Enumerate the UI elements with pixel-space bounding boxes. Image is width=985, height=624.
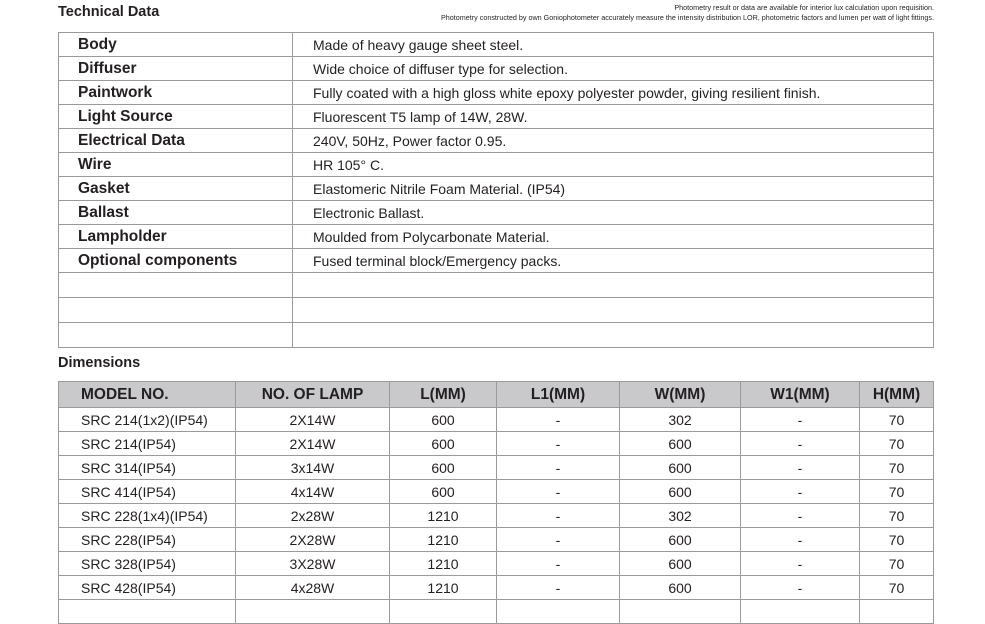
empty-cell xyxy=(293,323,934,348)
l1-cell: - xyxy=(497,480,620,504)
l1-cell: - xyxy=(497,408,620,432)
spec-value: Wide choice of diffuser type for selection. xyxy=(293,57,934,81)
table-header-row xyxy=(59,382,934,408)
w1-cell: - xyxy=(741,504,860,528)
empty-cell xyxy=(59,323,293,348)
column-header: H(MM) xyxy=(860,382,934,408)
h-cell: 70 xyxy=(860,528,934,552)
column-header: MODEL NO. xyxy=(59,382,236,408)
empty-cell xyxy=(59,600,236,624)
dimensions-title: Dimensions xyxy=(58,355,141,371)
w-cell: 302 xyxy=(620,408,741,432)
w1-cell: - xyxy=(741,432,860,456)
w-cell: 600 xyxy=(620,576,741,600)
table-row xyxy=(59,576,934,600)
spec-label: Light Source xyxy=(59,105,293,129)
lamp-cell: 4x14W xyxy=(236,480,390,504)
empty-row xyxy=(59,273,934,298)
empty-cell xyxy=(293,273,934,298)
model-cell: SRC 428(IP54) xyxy=(59,576,236,600)
column-header: L1(MM) xyxy=(497,382,620,408)
spec-label: Ballast xyxy=(59,201,293,225)
empty-cell xyxy=(741,600,860,624)
spec-label: Wire xyxy=(59,153,293,177)
l-cell: 600 xyxy=(390,456,497,480)
table-row xyxy=(59,528,934,552)
w-cell: 600 xyxy=(620,552,741,576)
spec-value: HR 105° C. xyxy=(293,153,934,177)
spec-label: Electrical Data xyxy=(59,129,293,153)
model-cell: SRC 228(1x4)(IP54) xyxy=(59,504,236,528)
h-cell: 70 xyxy=(860,576,934,600)
model-cell: SRC 214(IP54) xyxy=(59,432,236,456)
table-row xyxy=(59,432,934,456)
spec-value: Moulded from Polycarbonate Material. xyxy=(293,225,934,249)
spec-value: Made of heavy gauge sheet steel. xyxy=(293,33,934,57)
empty-cell xyxy=(59,273,293,298)
table-row xyxy=(59,153,934,177)
table-row xyxy=(59,480,934,504)
lamp-cell: 2X14W xyxy=(236,432,390,456)
l1-cell: - xyxy=(497,504,620,528)
l-cell: 1210 xyxy=(390,552,497,576)
table-row xyxy=(59,105,934,129)
table-row xyxy=(59,201,934,225)
empty-row xyxy=(59,298,934,323)
l1-cell: - xyxy=(497,576,620,600)
column-header: NO. OF LAMP xyxy=(236,382,390,408)
empty-cell xyxy=(293,298,934,323)
l-cell: 600 xyxy=(390,408,497,432)
spec-value: Electronic Ballast. xyxy=(293,201,934,225)
dimensions-table xyxy=(58,381,934,624)
empty-cell xyxy=(860,600,934,624)
table-row xyxy=(59,504,934,528)
w-cell: 600 xyxy=(620,480,741,504)
technical-data-title: Technical Data xyxy=(58,4,160,20)
spec-value: Elastomeric Nitrile Foam Material. (IP54) xyxy=(293,177,934,201)
w1-cell: - xyxy=(741,552,860,576)
photometry-notes xyxy=(441,3,934,22)
table-row xyxy=(59,552,934,576)
empty-row xyxy=(59,600,934,624)
w1-cell: - xyxy=(741,408,860,432)
model-cell: SRC 314(IP54) xyxy=(59,456,236,480)
l1-cell: - xyxy=(497,432,620,456)
spec-label: Lampholder xyxy=(59,225,293,249)
w1-cell: - xyxy=(741,528,860,552)
lamp-cell: 4x28W xyxy=(236,576,390,600)
l1-cell: - xyxy=(497,456,620,480)
w-cell: 600 xyxy=(620,528,741,552)
lamp-cell: 2X28W xyxy=(236,528,390,552)
h-cell: 70 xyxy=(860,504,934,528)
model-cell: SRC 328(IP54) xyxy=(59,552,236,576)
spec-value: Fused terminal block/Emergency packs. xyxy=(293,249,934,273)
column-header: L(MM) xyxy=(390,382,497,408)
model-cell: SRC 228(IP54) xyxy=(59,528,236,552)
column-header: W1(MM) xyxy=(741,382,860,408)
photometry-note: Photometry constructed by own Goniophotometer accurately measure the intensity distribution LOR, photometric factors and lumen per watt of light fittings. xyxy=(441,12,934,22)
w1-cell: - xyxy=(741,456,860,480)
photometry-note: Photometry result or data are available for interior lux calculation upon requisition. xyxy=(674,3,934,12)
l-cell: 600 xyxy=(390,480,497,504)
table-row xyxy=(59,456,934,480)
h-cell: 70 xyxy=(860,480,934,504)
technical-data-table xyxy=(58,32,934,348)
spec-label: Optional components xyxy=(59,249,293,273)
l1-cell: - xyxy=(497,528,620,552)
w-cell: 600 xyxy=(620,432,741,456)
lamp-cell: 3x14W xyxy=(236,456,390,480)
lamp-cell: 2x28W xyxy=(236,504,390,528)
spec-label: Gasket xyxy=(59,177,293,201)
empty-row xyxy=(59,323,934,348)
empty-cell xyxy=(620,600,741,624)
model-cell: SRC 414(IP54) xyxy=(59,480,236,504)
spec-value: Fully coated with a high gloss white epoxy polyester powder, giving resilient finish. xyxy=(293,81,934,105)
table-row xyxy=(59,177,934,201)
w1-cell: - xyxy=(741,480,860,504)
l-cell: 1210 xyxy=(390,528,497,552)
lamp-cell: 3X28W xyxy=(236,552,390,576)
table-row xyxy=(59,33,934,57)
h-cell: 70 xyxy=(860,456,934,480)
h-cell: 70 xyxy=(860,432,934,456)
spec-label: Diffuser xyxy=(59,57,293,81)
spec-value: Fluorescent T5 lamp of 14W, 28W. xyxy=(293,105,934,129)
table-row xyxy=(59,408,934,432)
table-row xyxy=(59,81,934,105)
empty-cell xyxy=(236,600,390,624)
empty-cell xyxy=(497,600,620,624)
h-cell: 70 xyxy=(860,552,934,576)
w1-cell: - xyxy=(741,576,860,600)
table-row xyxy=(59,129,934,153)
spec-label: Paintwork xyxy=(59,81,293,105)
model-cell: SRC 214(1x2)(IP54) xyxy=(59,408,236,432)
column-header: W(MM) xyxy=(620,382,741,408)
l-cell: 1210 xyxy=(390,504,497,528)
l-cell: 1210 xyxy=(390,576,497,600)
table-row xyxy=(59,249,934,273)
table-row xyxy=(59,57,934,81)
l-cell: 600 xyxy=(390,432,497,456)
w-cell: 600 xyxy=(620,456,741,480)
empty-cell xyxy=(390,600,497,624)
table-row xyxy=(59,225,934,249)
empty-cell xyxy=(59,298,293,323)
lamp-cell: 2X14W xyxy=(236,408,390,432)
w-cell: 302 xyxy=(620,504,741,528)
l1-cell: - xyxy=(497,552,620,576)
h-cell: 70 xyxy=(860,408,934,432)
spec-label: Body xyxy=(59,33,293,57)
spec-value: 240V, 50Hz, Power factor 0.95. xyxy=(293,129,934,153)
